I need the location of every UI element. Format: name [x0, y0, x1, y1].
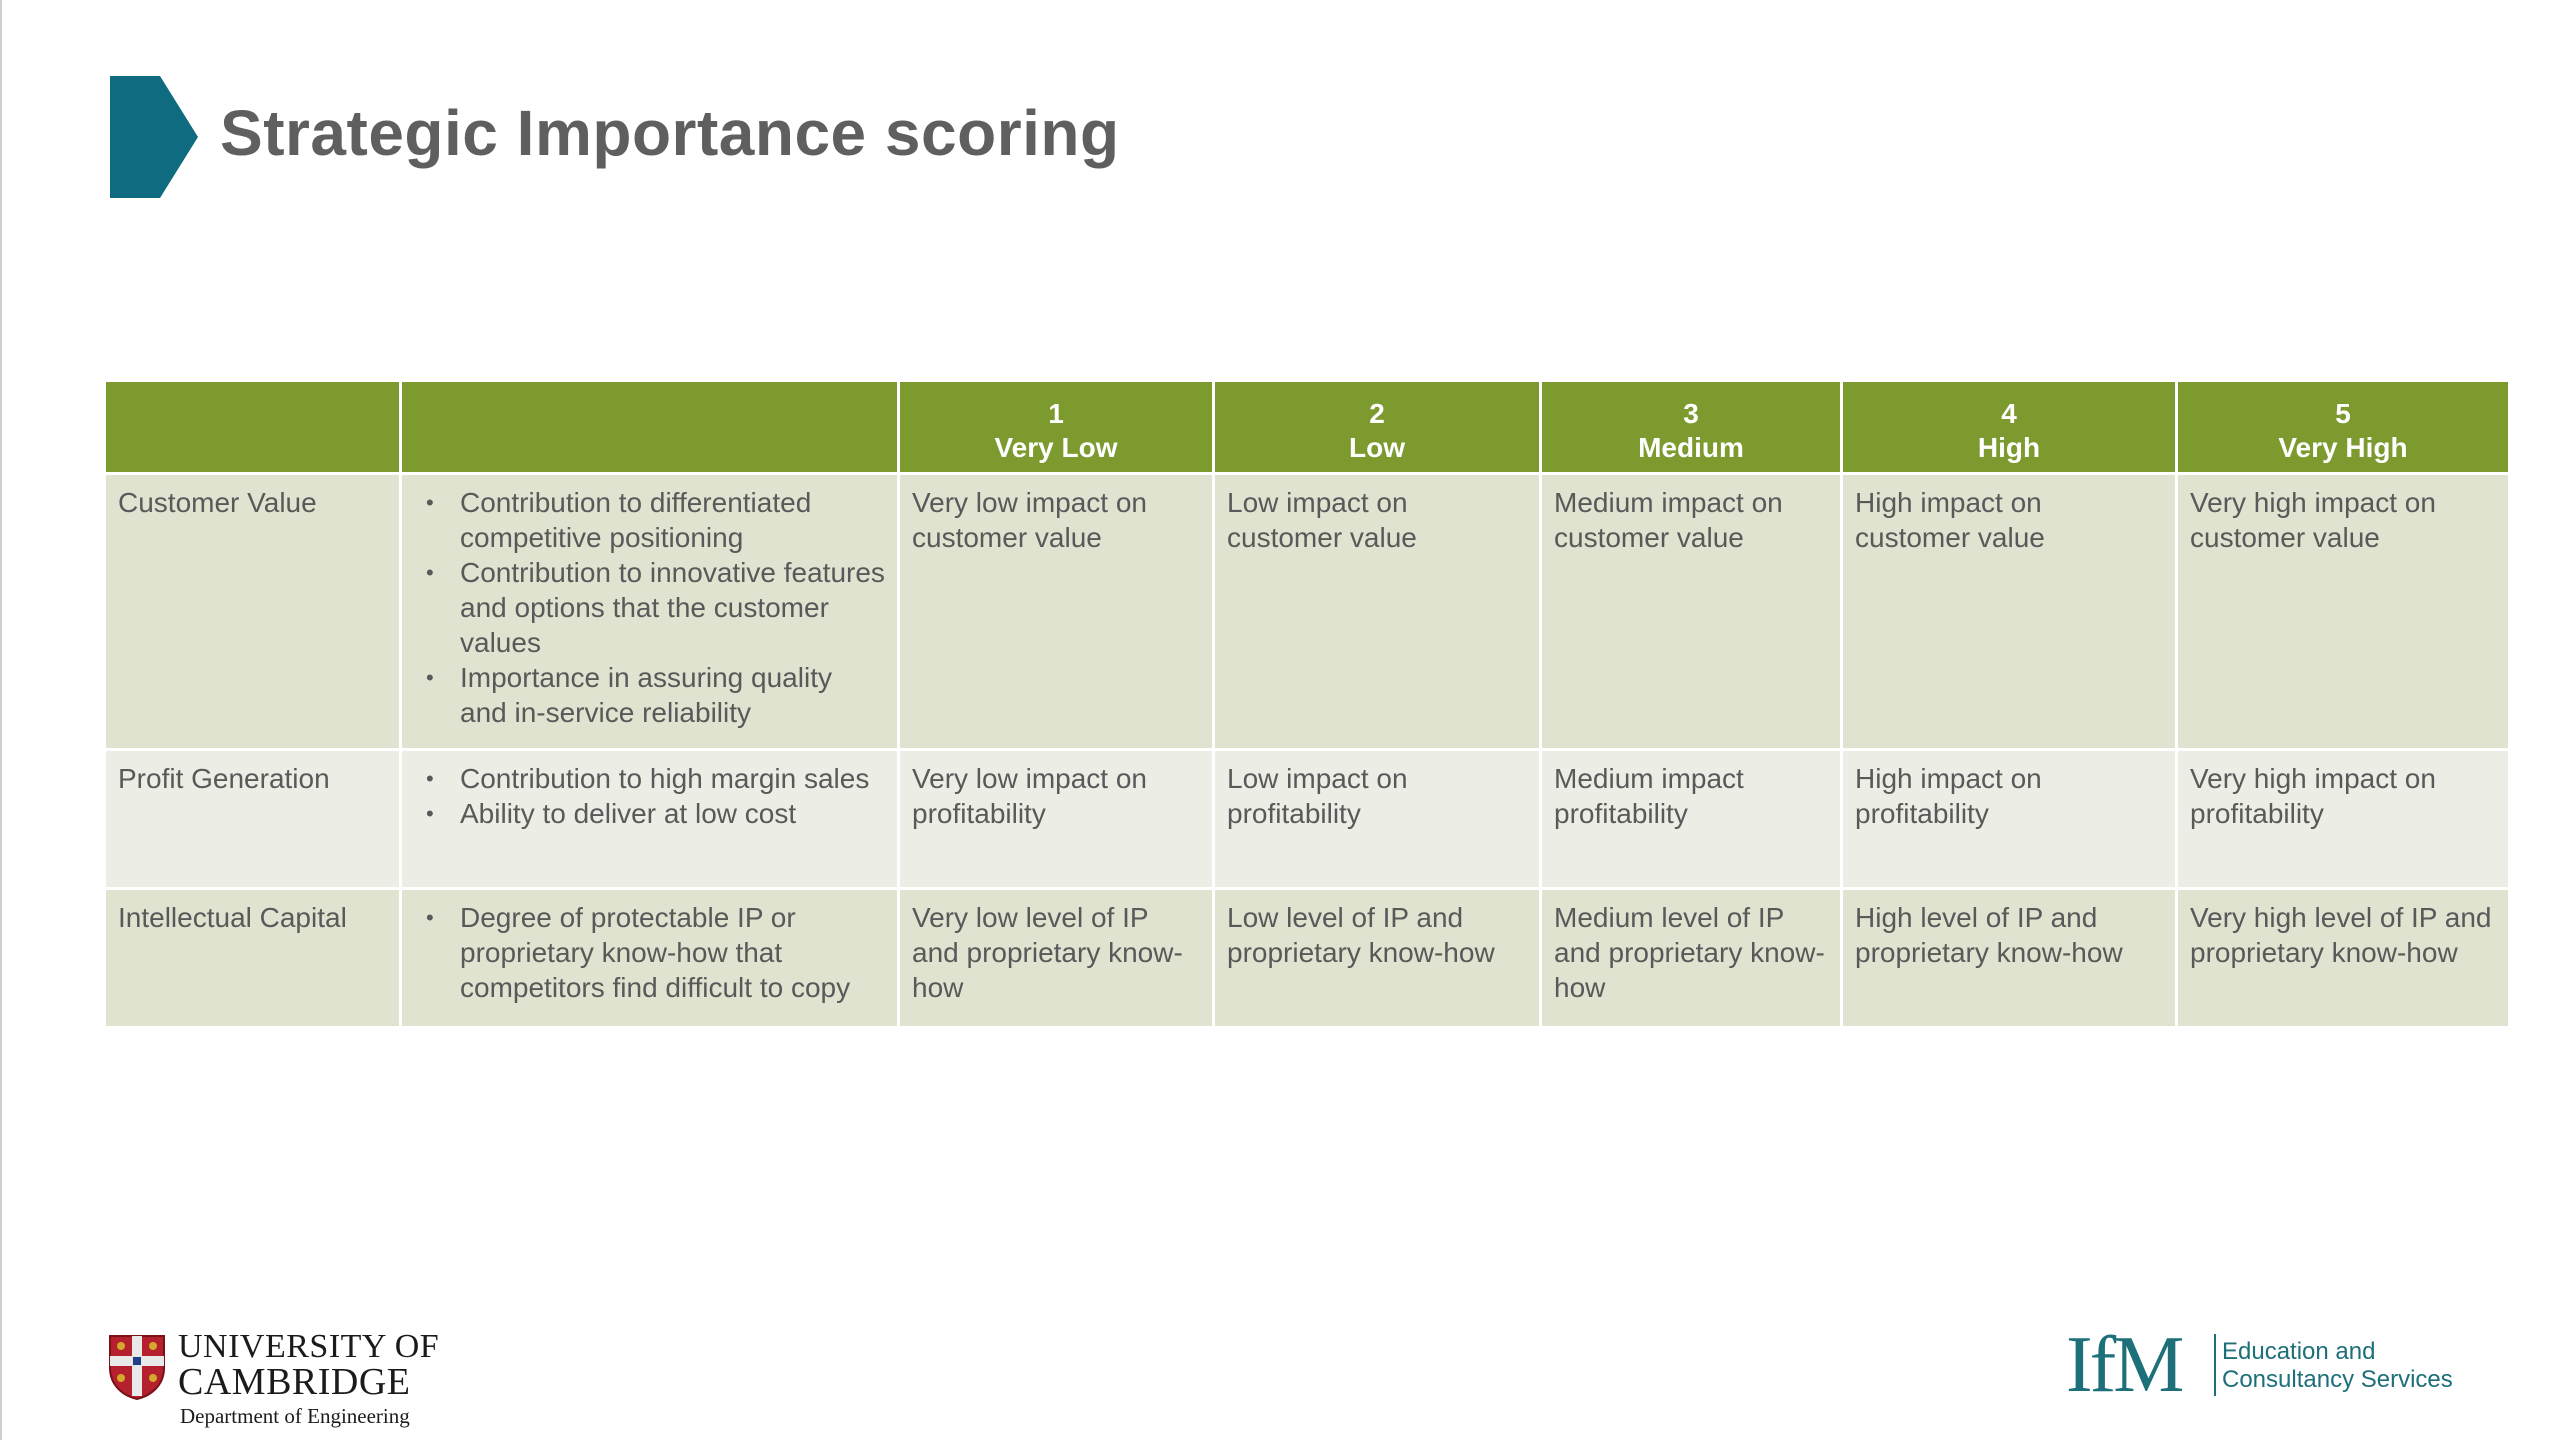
header-cell-score-1	[900, 382, 1212, 472]
header-cell-score-4	[1843, 382, 2175, 472]
score-cell-5: Very high impact on customer value	[2178, 475, 2508, 748]
header-score-label: Very High	[2278, 432, 2408, 463]
table-row-profit-generation	[106, 751, 2508, 887]
table-row-customer-value	[106, 475, 2508, 748]
ifm-tagline-line1: Education and	[2222, 1338, 2376, 1365]
score-cell-2: Low impact on customer value	[1215, 475, 1539, 748]
header-cell-criteria	[402, 382, 897, 472]
score-cell-4: High impact on profitability	[1843, 751, 2175, 887]
score-cell-5: Very high level of IP and proprietary know-how	[2178, 890, 2508, 1026]
score-cell-4: High impact on customer value	[1843, 475, 2175, 748]
cambridge-shield-icon	[108, 1334, 166, 1400]
ifm-divider	[2214, 1334, 2216, 1396]
row-criteria	[402, 890, 897, 1026]
slide-title: Strategic Importance scoring	[220, 97, 1120, 169]
score-cell-5: Very high impact on profitability	[2178, 751, 2508, 887]
header-score-number: 4	[2001, 398, 2017, 429]
header-score-label: Very Low	[994, 432, 1118, 463]
score-cell-1: Very low impact on customer value	[900, 475, 1212, 748]
header-cell-category	[106, 382, 399, 472]
university-of-cambridge-logo	[108, 1328, 448, 1428]
row-category: Intellectual Capital	[106, 890, 399, 1026]
criteria-item: • Ability to deliver at low cost	[460, 796, 885, 831]
ifm-tagline-line2: Consultancy Services	[2222, 1366, 2453, 1393]
header-score-number: 2	[1369, 398, 1385, 429]
cambridge-wordmark-line1: UNIVERSITY OF	[178, 1328, 440, 1365]
score-cell-2: Low impact on profitability	[1215, 751, 1539, 887]
ifm-wordmark: IfM	[2066, 1321, 2182, 1409]
criteria-item: • Importance in assuring quality and in-service reliability	[460, 660, 885, 730]
criteria-item: • Contribution to high margin sales	[460, 761, 885, 796]
header-cell-score-5	[2178, 382, 2508, 472]
ifm-logo	[2066, 1320, 2466, 1410]
scoring-table	[103, 379, 2511, 1029]
header-cell-score-2	[1215, 382, 1539, 472]
table-row-intellectual-capital	[106, 890, 2508, 1026]
criteria-item: • Contribution to innovative features and options that the customer values	[460, 555, 885, 660]
score-cell-2: Low level of IP and proprietary know-how	[1215, 890, 1539, 1026]
header-score-number: 3	[1683, 398, 1699, 429]
header-score-label: High	[1977, 432, 2041, 463]
chevron-arrow-icon	[110, 76, 198, 198]
score-cell-1: Very low impact on profitability	[900, 751, 1212, 887]
criteria-item: • Contribution to differentiated competitive positioning	[460, 485, 885, 555]
criteria-item: • Degree of protectable IP or proprietary know-how that competitors find difficult to copy	[460, 900, 885, 1005]
row-category: Profit Generation	[106, 751, 399, 887]
header-score-label: Medium	[1638, 432, 1744, 463]
header-cell-score-3	[1542, 382, 1840, 472]
cambridge-wordmark-line2: CAMBRIDGE	[178, 1361, 411, 1403]
header-score-number: 5	[2335, 398, 2351, 429]
slide-edge	[0, 0, 2, 1440]
score-cell-1: Very low level of IP and proprietary know-how	[900, 890, 1212, 1026]
row-category: Customer Value	[106, 475, 399, 748]
score-cell-3: Medium impact on customer value	[1542, 475, 1840, 748]
table-header-row	[106, 382, 2508, 472]
header-score-label: Low	[1349, 432, 1405, 463]
row-criteria	[402, 475, 897, 748]
score-cell-4: High level of IP and proprietary know-how	[1843, 890, 2175, 1026]
score-cell-3: Medium impact profitability	[1542, 751, 1840, 887]
row-criteria	[402, 751, 897, 887]
cambridge-department: Department of Engineering	[180, 1404, 410, 1428]
score-cell-3: Medium level of IP and proprietary know-how	[1542, 890, 1840, 1026]
header-score-number: 1	[1048, 398, 1064, 429]
